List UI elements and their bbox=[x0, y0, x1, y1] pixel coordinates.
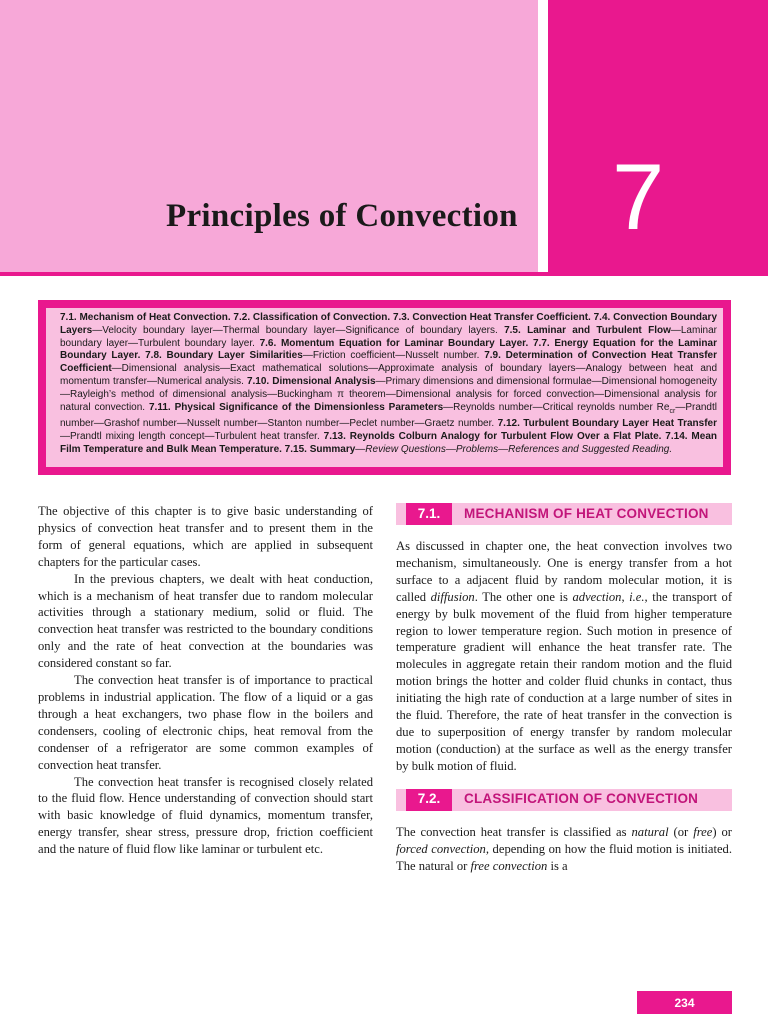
toc-run: 7.5. Laminar and Turbulent Flow bbox=[504, 324, 671, 336]
header-rule bbox=[0, 272, 768, 276]
toc-run: — bbox=[355, 443, 366, 455]
section-7-2-run: forced convection, bbox=[396, 841, 489, 856]
section-title: MECHANISM OF HEAT CONVECTION bbox=[464, 505, 709, 521]
right-column bbox=[396, 503, 732, 874]
chapter-number: 7 bbox=[612, 144, 665, 249]
body-paragraph: In the previous chapters, we dealt with heat conduction, which is a mechanism of heat transfer due to random molecular activities through a stationary medium, solid or fluid. The convection heat transfer was restricted to the boundary conditions only and the rate of heat convection at the boundaries was considered constant so far. bbox=[38, 571, 373, 671]
section-heading-7-2 bbox=[396, 789, 732, 811]
toc-run: —Prandtl mixing length concept—Turbulent heat transfer. bbox=[60, 431, 324, 443]
section-title: CLASSIFICATION OF CONVECTION bbox=[464, 791, 699, 807]
toc-run: —Laminar boundary layer—Turbulent boundary layer. bbox=[60, 324, 717, 349]
toc-run: —Dimensional analysis—Exact mathematical solutions—Approximate analysis of boundary layers—Analogy between heat and momentum transfer—Numerical analysis. bbox=[60, 363, 717, 387]
toc-run: —Friction coefficient—Nusselt number. bbox=[302, 350, 485, 362]
section-7-1-run: the transport of energy by bulk movement of the fluid from higher temperature region to lower temperature region. Such motion in presence of temperature gradient will enhance the heat transfer rate. The molecules in aggregate retain their random motion and the fluid motion brings the hotter and colder fluid chunks in contact, thus initiating the high rate of conduction at a large number of sites in the fluid. Therefore, the rate of heat transfer in the convection is due to superposition of energy transfer by random molecular motion (conduction) at the surface as well as the energy transfer by bulk motion of fluid. bbox=[396, 589, 733, 773]
section-7-1-run: As discussed in chapter one, the heat convection involves two mechanism, simultaneously. One is energy transfer from a hot surface to a adjacent fluid by random molecular motion, it is called bbox=[396, 539, 732, 604]
toc-run: 7.6. Momentum Equation for Laminar Boundary Layer. 7.7. Energy Equation for the Laminar Boundary Layer. 7.8. Boundary Layer Similarities bbox=[60, 337, 717, 362]
section-7-2-run: The convection heat transfer is classified as bbox=[396, 824, 632, 839]
section-body-7-1 bbox=[396, 538, 732, 775]
section-7-2-run: is a bbox=[547, 858, 568, 873]
section-7-1-run: i.e., bbox=[629, 589, 648, 604]
section-7-1-run: . The other one is bbox=[474, 589, 573, 604]
body-paragraph: The convection heat transfer is of importance to practical problems in industrial application. The flow of a liquid or a gas through a heat exchangers, two phase flow in the boilers and condensers, cooling of electronic chips, heat removal from the condenser of a refrigerator are some common examples of convection heat transfer. bbox=[38, 673, 373, 772]
left-column bbox=[38, 503, 373, 858]
page-number: 234 bbox=[637, 991, 732, 1014]
section-7-2-run: free convection bbox=[470, 858, 548, 873]
header-divider bbox=[538, 0, 548, 272]
intro-paragraph: The objective of this chapter is to give basic understanding of physics of convection heat transfer and to present them in the form of general equations, which are applied in subsequent chapters for the particular cases. bbox=[38, 504, 373, 569]
toc-run: 7.11. Physical Significance of the Dimensionless Parameters bbox=[149, 401, 444, 413]
section-7-2-run: ) or bbox=[712, 824, 732, 839]
toc-run: 7.1. Mechanism of Heat Convection. 7.2. Classification of Convection. 7.3. Convection Heat Transfer Coefficient. 7.4. Convection Boundary Layers bbox=[60, 312, 717, 336]
section-7-2-run: free bbox=[693, 824, 713, 839]
section-7-1-run: advection bbox=[572, 589, 622, 604]
toc-run: —Prandtl number—Grashof number—Nusselt number—Stanton number—Peclet number—Graetz number. bbox=[60, 401, 717, 430]
section-number: 7.1. bbox=[406, 503, 452, 525]
toc-run: Review Questions—Problems—References and Suggested Reading. bbox=[365, 443, 673, 455]
chapter-title: Principles of Convection bbox=[166, 198, 518, 234]
section-7-2-run: (or bbox=[668, 824, 694, 839]
toc-run: 7.9. Determination of Convection Heat Transfer Coefficient bbox=[60, 350, 717, 375]
toc-run: —Reynolds number—Critical reynolds number Re bbox=[443, 401, 670, 413]
toc-run: cr bbox=[669, 407, 676, 415]
body-paragraph: The convection heat transfer is recognised closely related to the fluid flow. Hence understanding of convection should start with basic knowledge of fluid dynamics, momentum transfer, energy transfer, shear stress, pressure drop, friction coefficient and the nature of fluid flow like laminar or turbulent etc. bbox=[38, 774, 373, 857]
toc-run: 7.13. Reynolds Colburn Analogy for Turbulent Flow Over a Flat Plate. 7.14. Mean Film Temperature and Bulk Mean Temperature. 7.15. Summary bbox=[60, 431, 717, 455]
section-heading-7-1 bbox=[396, 503, 732, 525]
chapter-contents-box bbox=[38, 300, 731, 475]
section-7-1-run: diffusion bbox=[430, 589, 475, 604]
toc-run: —Primary dimensions and dimensional formulae—Dimensional homogeneity—Rayleigh’s method of dimensional analysis—Buckingham π theorem—Dimensional analysis for forced convection—Dimensional analysis for natural convection. bbox=[60, 375, 717, 413]
section-7-2-run: natural bbox=[631, 824, 669, 839]
section-7-2-run: depending on how the fluid motion is initiated. The natural or bbox=[396, 841, 733, 873]
section-7-1-run: , bbox=[621, 589, 630, 604]
toc-run: 7.10. Dimensional Analysis bbox=[246, 375, 376, 387]
toc-run: 7.12. Turbulent Boundary Layer Heat Transfer bbox=[497, 418, 717, 430]
toc-run: —Velocity boundary layer—Thermal boundary layer—Significance of boundary layers. bbox=[92, 324, 505, 336]
chapter-contents-text bbox=[46, 308, 723, 467]
section-body-7-2 bbox=[396, 824, 732, 875]
section-number: 7.2. bbox=[406, 789, 452, 811]
